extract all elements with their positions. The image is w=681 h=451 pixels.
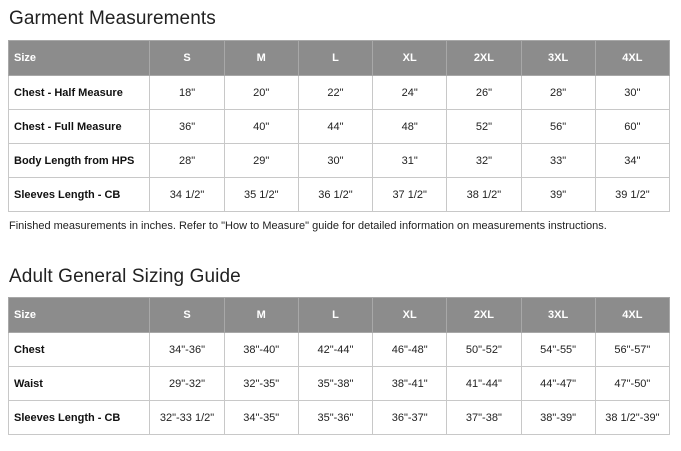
row-label: Chest - Half Measure bbox=[9, 76, 150, 110]
table-row bbox=[9, 333, 670, 367]
column-header: 3XL bbox=[521, 41, 595, 76]
table-header-row bbox=[9, 41, 670, 76]
row-label: Sleeves Length - CB bbox=[9, 178, 150, 212]
table-cell: 36"-37" bbox=[373, 401, 447, 435]
table-cell: 42"-44" bbox=[298, 333, 372, 367]
column-header: Size bbox=[9, 41, 150, 76]
table-cell: 50"-52" bbox=[447, 333, 521, 367]
column-header: 4XL bbox=[595, 298, 669, 333]
table-cell: 32" bbox=[447, 144, 521, 178]
column-header: L bbox=[298, 298, 372, 333]
table-cell: 38 1/2"-39" bbox=[595, 401, 669, 435]
garment-measurements-table bbox=[8, 40, 670, 212]
table-cell: 18" bbox=[150, 76, 224, 110]
table-cell: 46"-48" bbox=[373, 333, 447, 367]
table-cell: 38"-39" bbox=[521, 401, 595, 435]
row-label: Body Length from HPS bbox=[9, 144, 150, 178]
table-cell: 34"-35" bbox=[224, 401, 298, 435]
column-header: XL bbox=[373, 41, 447, 76]
table-cell: 22" bbox=[298, 76, 372, 110]
table-cell: 44"-47" bbox=[521, 367, 595, 401]
column-header: 3XL bbox=[521, 298, 595, 333]
column-header: L bbox=[298, 41, 372, 76]
table-cell: 34 1/2" bbox=[150, 178, 224, 212]
table-row bbox=[9, 367, 670, 401]
table-cell: 54"-55" bbox=[521, 333, 595, 367]
table-cell: 20" bbox=[224, 76, 298, 110]
adult-sizing-table bbox=[8, 297, 670, 435]
garment-measurements-title: Garment Measurements bbox=[9, 8, 216, 29]
table-cell: 35 1/2" bbox=[224, 178, 298, 212]
table-cell: 38"-41" bbox=[373, 367, 447, 401]
table-cell: 47"-50" bbox=[595, 367, 669, 401]
table-cell: 39 1/2" bbox=[595, 178, 669, 212]
table-cell: 30" bbox=[595, 76, 669, 110]
table-cell: 36 1/2" bbox=[298, 178, 372, 212]
table-cell: 36" bbox=[150, 110, 224, 144]
column-header: S bbox=[150, 298, 224, 333]
table-cell: 35"-36" bbox=[298, 401, 372, 435]
column-header: 2XL bbox=[447, 298, 521, 333]
table-row bbox=[9, 144, 670, 178]
table-cell: 56"-57" bbox=[595, 333, 669, 367]
table-cell: 29" bbox=[224, 144, 298, 178]
table-cell: 24" bbox=[373, 76, 447, 110]
table-cell: 29"-32" bbox=[150, 367, 224, 401]
table-cell: 44" bbox=[298, 110, 372, 144]
table-cell: 56" bbox=[521, 110, 595, 144]
table-cell: 38 1/2" bbox=[447, 178, 521, 212]
column-header: 4XL bbox=[595, 41, 669, 76]
table-cell: 41"-44" bbox=[447, 367, 521, 401]
table-cell: 37"-38" bbox=[447, 401, 521, 435]
table-cell: 26" bbox=[447, 76, 521, 110]
adult-sizing-guide-title: Adult General Sizing Guide bbox=[9, 266, 241, 287]
table-cell: 35"-38" bbox=[298, 367, 372, 401]
table-cell: 52" bbox=[447, 110, 521, 144]
table-row bbox=[9, 110, 670, 144]
table-cell: 31" bbox=[373, 144, 447, 178]
column-header: S bbox=[150, 41, 224, 76]
table-cell: 32"-35" bbox=[224, 367, 298, 401]
table-cell: 33" bbox=[521, 144, 595, 178]
table-cell: 34"-36" bbox=[150, 333, 224, 367]
table-cell: 37 1/2" bbox=[373, 178, 447, 212]
table-row bbox=[9, 76, 670, 110]
table-cell: 40" bbox=[224, 110, 298, 144]
row-label: Sleeves Length - CB bbox=[9, 401, 150, 435]
table-row bbox=[9, 178, 670, 212]
table-cell: 30" bbox=[298, 144, 372, 178]
column-header: M bbox=[224, 41, 298, 76]
table-cell: 28" bbox=[150, 144, 224, 178]
table-cell: 28" bbox=[521, 76, 595, 110]
table-cell: 48" bbox=[373, 110, 447, 144]
table-header-row bbox=[9, 298, 670, 333]
row-label: Chest - Full Measure bbox=[9, 110, 150, 144]
row-label: Waist bbox=[9, 367, 150, 401]
row-label: Chest bbox=[9, 333, 150, 367]
table-cell: 60" bbox=[595, 110, 669, 144]
table-cell: 38"-40" bbox=[224, 333, 298, 367]
column-header: XL bbox=[373, 298, 447, 333]
column-header: M bbox=[224, 298, 298, 333]
table-cell: 34" bbox=[595, 144, 669, 178]
column-header: 2XL bbox=[447, 41, 521, 76]
measurement-note: Finished measurements in inches. Refer to "How to Measure" guide for detailed information on measurements instructions. bbox=[9, 220, 607, 232]
column-header: Size bbox=[9, 298, 150, 333]
table-row bbox=[9, 401, 670, 435]
table-cell: 39" bbox=[521, 178, 595, 212]
table-cell: 32"-33 1/2" bbox=[150, 401, 224, 435]
